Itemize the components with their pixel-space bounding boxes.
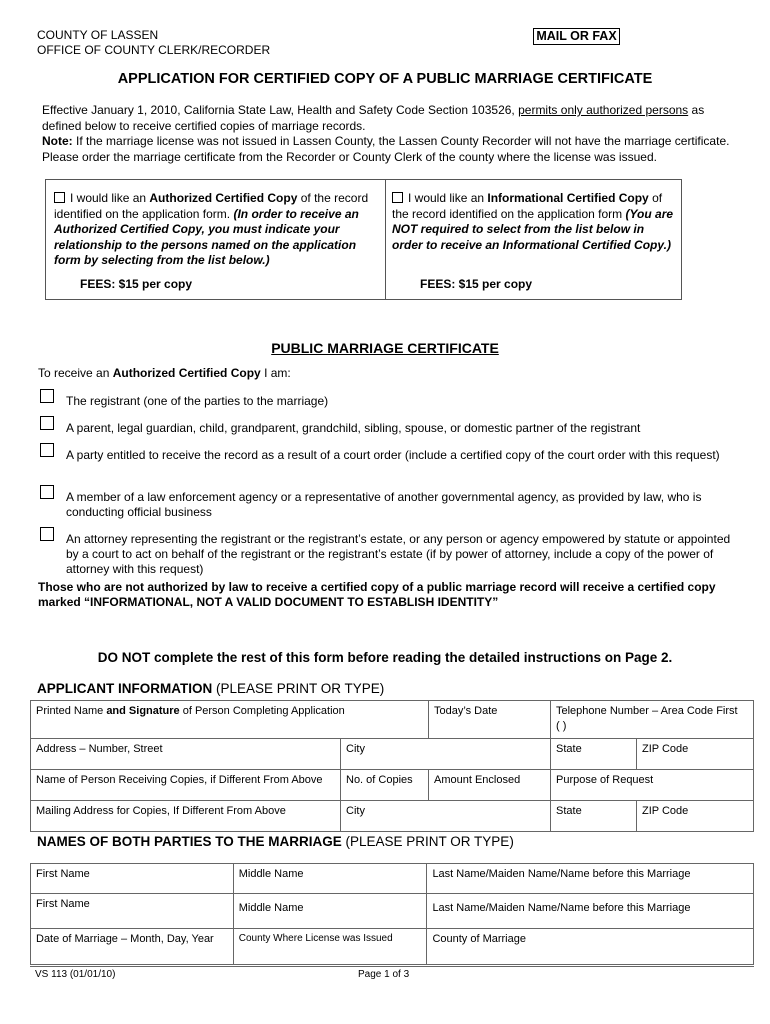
intro-text xyxy=(42,103,732,165)
court-order-checkbox[interactable] xyxy=(40,443,54,460)
form-number: VS 113 (01/01/10) xyxy=(35,969,116,980)
intro-p1-link: permits only authorized persons xyxy=(518,103,689,117)
mailing-state-label: State xyxy=(556,805,582,817)
purpose-field[interactable] xyxy=(551,770,754,801)
mailing-city-field[interactable] xyxy=(341,801,551,832)
receiver-name-label: Name of Person Receiving Copies, if Different From Above xyxy=(36,774,323,786)
mailing-address-label: Mailing Address for Copies, If Different From Above xyxy=(36,805,286,817)
authorized-pre: I would like an xyxy=(70,191,150,205)
mailing-state-field[interactable] xyxy=(551,801,637,832)
receive-post: I am: xyxy=(260,366,291,380)
county-issued-label: County Where License was Issued xyxy=(238,933,393,944)
receive-pre: To receive an xyxy=(38,366,113,380)
first-name-2-label: First Name xyxy=(36,898,90,910)
applicant-heading-rest: (PLEASE PRINT OR TYPE) xyxy=(212,681,385,696)
page-number: Page 1 of 3 xyxy=(358,969,410,980)
relationship-court-order: A party entitled to receive the record as a result of a court order (include a certified copy of the court order with this request) xyxy=(66,448,720,462)
intro-p1-pre: Effective January 1, 2010, California State Law, Health and Safety Code Section 103526, xyxy=(42,103,519,117)
section-title: PUBLIC MARRIAGE CERTIFICATE xyxy=(271,340,499,356)
copy-type-box xyxy=(45,179,682,300)
informational-bold: Informational Certified Copy xyxy=(487,191,649,205)
authorized-option xyxy=(46,180,386,299)
informational-italic: (You are NOT required to select from the list below in order to receive an Informational Certified Copy.) xyxy=(392,206,674,252)
county-of-marriage-field[interactable] xyxy=(427,929,754,965)
relationship-attorney: An attorney representing the registrant or the registrant’s estate, or any person or agency empowered by statute or appointed by a court to act on behalf of the registrant or the registrant’s estate (if by power of attorney, include a copy of the power of attorney with this request) xyxy=(66,532,731,576)
county-name: COUNTY OF LASSEN xyxy=(37,28,159,42)
first-name-2-field[interactable] xyxy=(31,894,234,929)
last-name-2-label: Last Name/Maiden Name/Name before this Marriage xyxy=(432,902,691,914)
authorized-italic: (In order to receive an Authorized Certified Copy, you must indicate your relationship to the persons named on the application form by selecting from the list below.) xyxy=(54,206,359,267)
area-code-parens: ( ) xyxy=(556,720,567,732)
county-of-marriage-label: County of Marriage xyxy=(432,933,526,945)
relationship-registrant: The registrant (one of the parties to the marriage) xyxy=(66,394,329,408)
authorized-bold: Authorized Certified Copy xyxy=(149,191,298,205)
receive-line xyxy=(38,366,291,381)
todays-date-field[interactable] xyxy=(429,701,551,739)
amount-field[interactable] xyxy=(429,770,551,801)
attorney-checkbox[interactable] xyxy=(40,527,54,544)
mailing-city-label: City xyxy=(346,805,365,817)
zip-label: ZIP Code xyxy=(642,743,689,755)
registrant-checkbox[interactable] xyxy=(40,389,54,406)
city-label: City xyxy=(346,743,365,755)
footer-divider xyxy=(30,966,754,967)
informational-checkbox[interactable] xyxy=(392,192,403,203)
state-label: State xyxy=(556,743,582,755)
telephone-field[interactable] xyxy=(551,701,754,739)
applicant-heading xyxy=(37,681,384,696)
mail-or-fax-label: MAIL OR FAX xyxy=(533,28,620,45)
note-text: If the marriage license was not issued in Lassen County, the Lassen County Recorder will not have the marriage certificate. Please order the marriage certificate from the Recorder or County Clerk of the county where the license was issued. xyxy=(42,134,730,164)
last-name-2-field[interactable] xyxy=(427,894,754,929)
authorized-text xyxy=(54,191,379,269)
address-label: Address – Number, Street xyxy=(36,743,163,755)
printed-name-field[interactable] xyxy=(31,701,429,739)
parent-checkbox[interactable] xyxy=(40,416,54,433)
mailing-address-field[interactable] xyxy=(31,801,341,832)
date-of-marriage-label: Date of Marriage – Month, Day, Year xyxy=(36,933,214,945)
purpose-label: Purpose of Request xyxy=(556,774,654,786)
informational-pre: I would like an xyxy=(408,191,488,205)
middle-name-2-field[interactable] xyxy=(233,894,427,929)
middle-name-2-label: Middle Name xyxy=(238,902,304,914)
note-label: Note: xyxy=(42,134,73,148)
first-name-1-label: First Name xyxy=(36,868,90,880)
zip-field[interactable] xyxy=(637,739,754,770)
city-field[interactable] xyxy=(341,739,551,770)
county-issued-field[interactable] xyxy=(233,929,427,965)
informational-text xyxy=(392,191,677,253)
office-name: OFFICE OF COUNTY CLERK/RECORDER xyxy=(37,43,271,57)
authorized-fees: FEES: $15 per copy xyxy=(80,277,193,291)
telephone-label: Telephone Number – Area Code First xyxy=(556,705,738,717)
parties-table xyxy=(30,863,754,965)
middle-name-1-field[interactable] xyxy=(233,864,427,894)
todays-date-label: Today’s Date xyxy=(434,705,498,717)
printed-name-label: Printed Name xyxy=(36,705,107,717)
relationship-law-enforcement: A member of a law enforcement agency or a representative of another governmental agency, as provided by law, who is conducting official business xyxy=(66,490,702,519)
copies-label: No. of Copies xyxy=(346,774,413,786)
state-field[interactable] xyxy=(551,739,637,770)
date-of-marriage-field[interactable] xyxy=(31,929,234,965)
authorized-post: of the record identified on the application form. xyxy=(54,191,369,221)
address-field[interactable] xyxy=(31,739,341,770)
intro-p1-post: as defined below to receive certified copies of marriage records. xyxy=(42,103,705,133)
parties-heading-rest: (PLEASE PRINT OR TYPE) xyxy=(341,834,514,849)
parties-heading xyxy=(37,834,514,849)
authorized-checkbox[interactable] xyxy=(54,192,65,203)
applicant-table xyxy=(30,700,754,832)
law-enforcement-checkbox[interactable] xyxy=(40,485,54,502)
receiver-name-field[interactable] xyxy=(31,770,341,801)
informational-warning: Those who are not authorized by law to receive a certified copy of a public marriage record will receive a certified copy marked “INFORMATIONAL, NOT A VALID DOCUMENT TO ESTABLISH IDENTITY” xyxy=(38,580,716,609)
mailing-zip-field[interactable] xyxy=(637,801,754,832)
form-title: APPLICATION FOR CERTIFIED COPY OF A PUBLIC MARRIAGE CERTIFICATE xyxy=(117,71,653,87)
printed-name-label-post: of Person Completing Application xyxy=(179,705,345,717)
do-not-complete-notice: DO NOT complete the rest of this form before reading the detailed instructions on Page 2. xyxy=(97,650,673,665)
copies-field[interactable] xyxy=(341,770,429,801)
last-name-1-label: Last Name/Maiden Name/Name before this Marriage xyxy=(432,868,691,880)
informational-post: of the record identified on the application form xyxy=(392,191,663,221)
mailing-zip-label: ZIP Code xyxy=(642,805,689,817)
first-name-1-field[interactable] xyxy=(31,864,234,894)
middle-name-1-label: Middle Name xyxy=(238,868,304,880)
relationship-family: A parent, legal guardian, child, grandparent, grandchild, sibling, spouse, or domestic partner of the registrant xyxy=(66,421,641,435)
parties-heading-bold: NAMES OF BOTH PARTIES TO THE MARRIAGE xyxy=(37,834,342,849)
informational-option xyxy=(386,180,681,299)
last-name-1-field[interactable] xyxy=(427,864,754,894)
informational-fees: FEES: $15 per copy xyxy=(420,277,533,291)
amount-label: Amount Enclosed xyxy=(434,774,521,786)
signature-label: and Signature xyxy=(106,705,180,717)
receive-bold: Authorized Certified Copy xyxy=(112,366,261,380)
applicant-heading-bold: APPLICANT INFORMATION xyxy=(37,681,213,696)
